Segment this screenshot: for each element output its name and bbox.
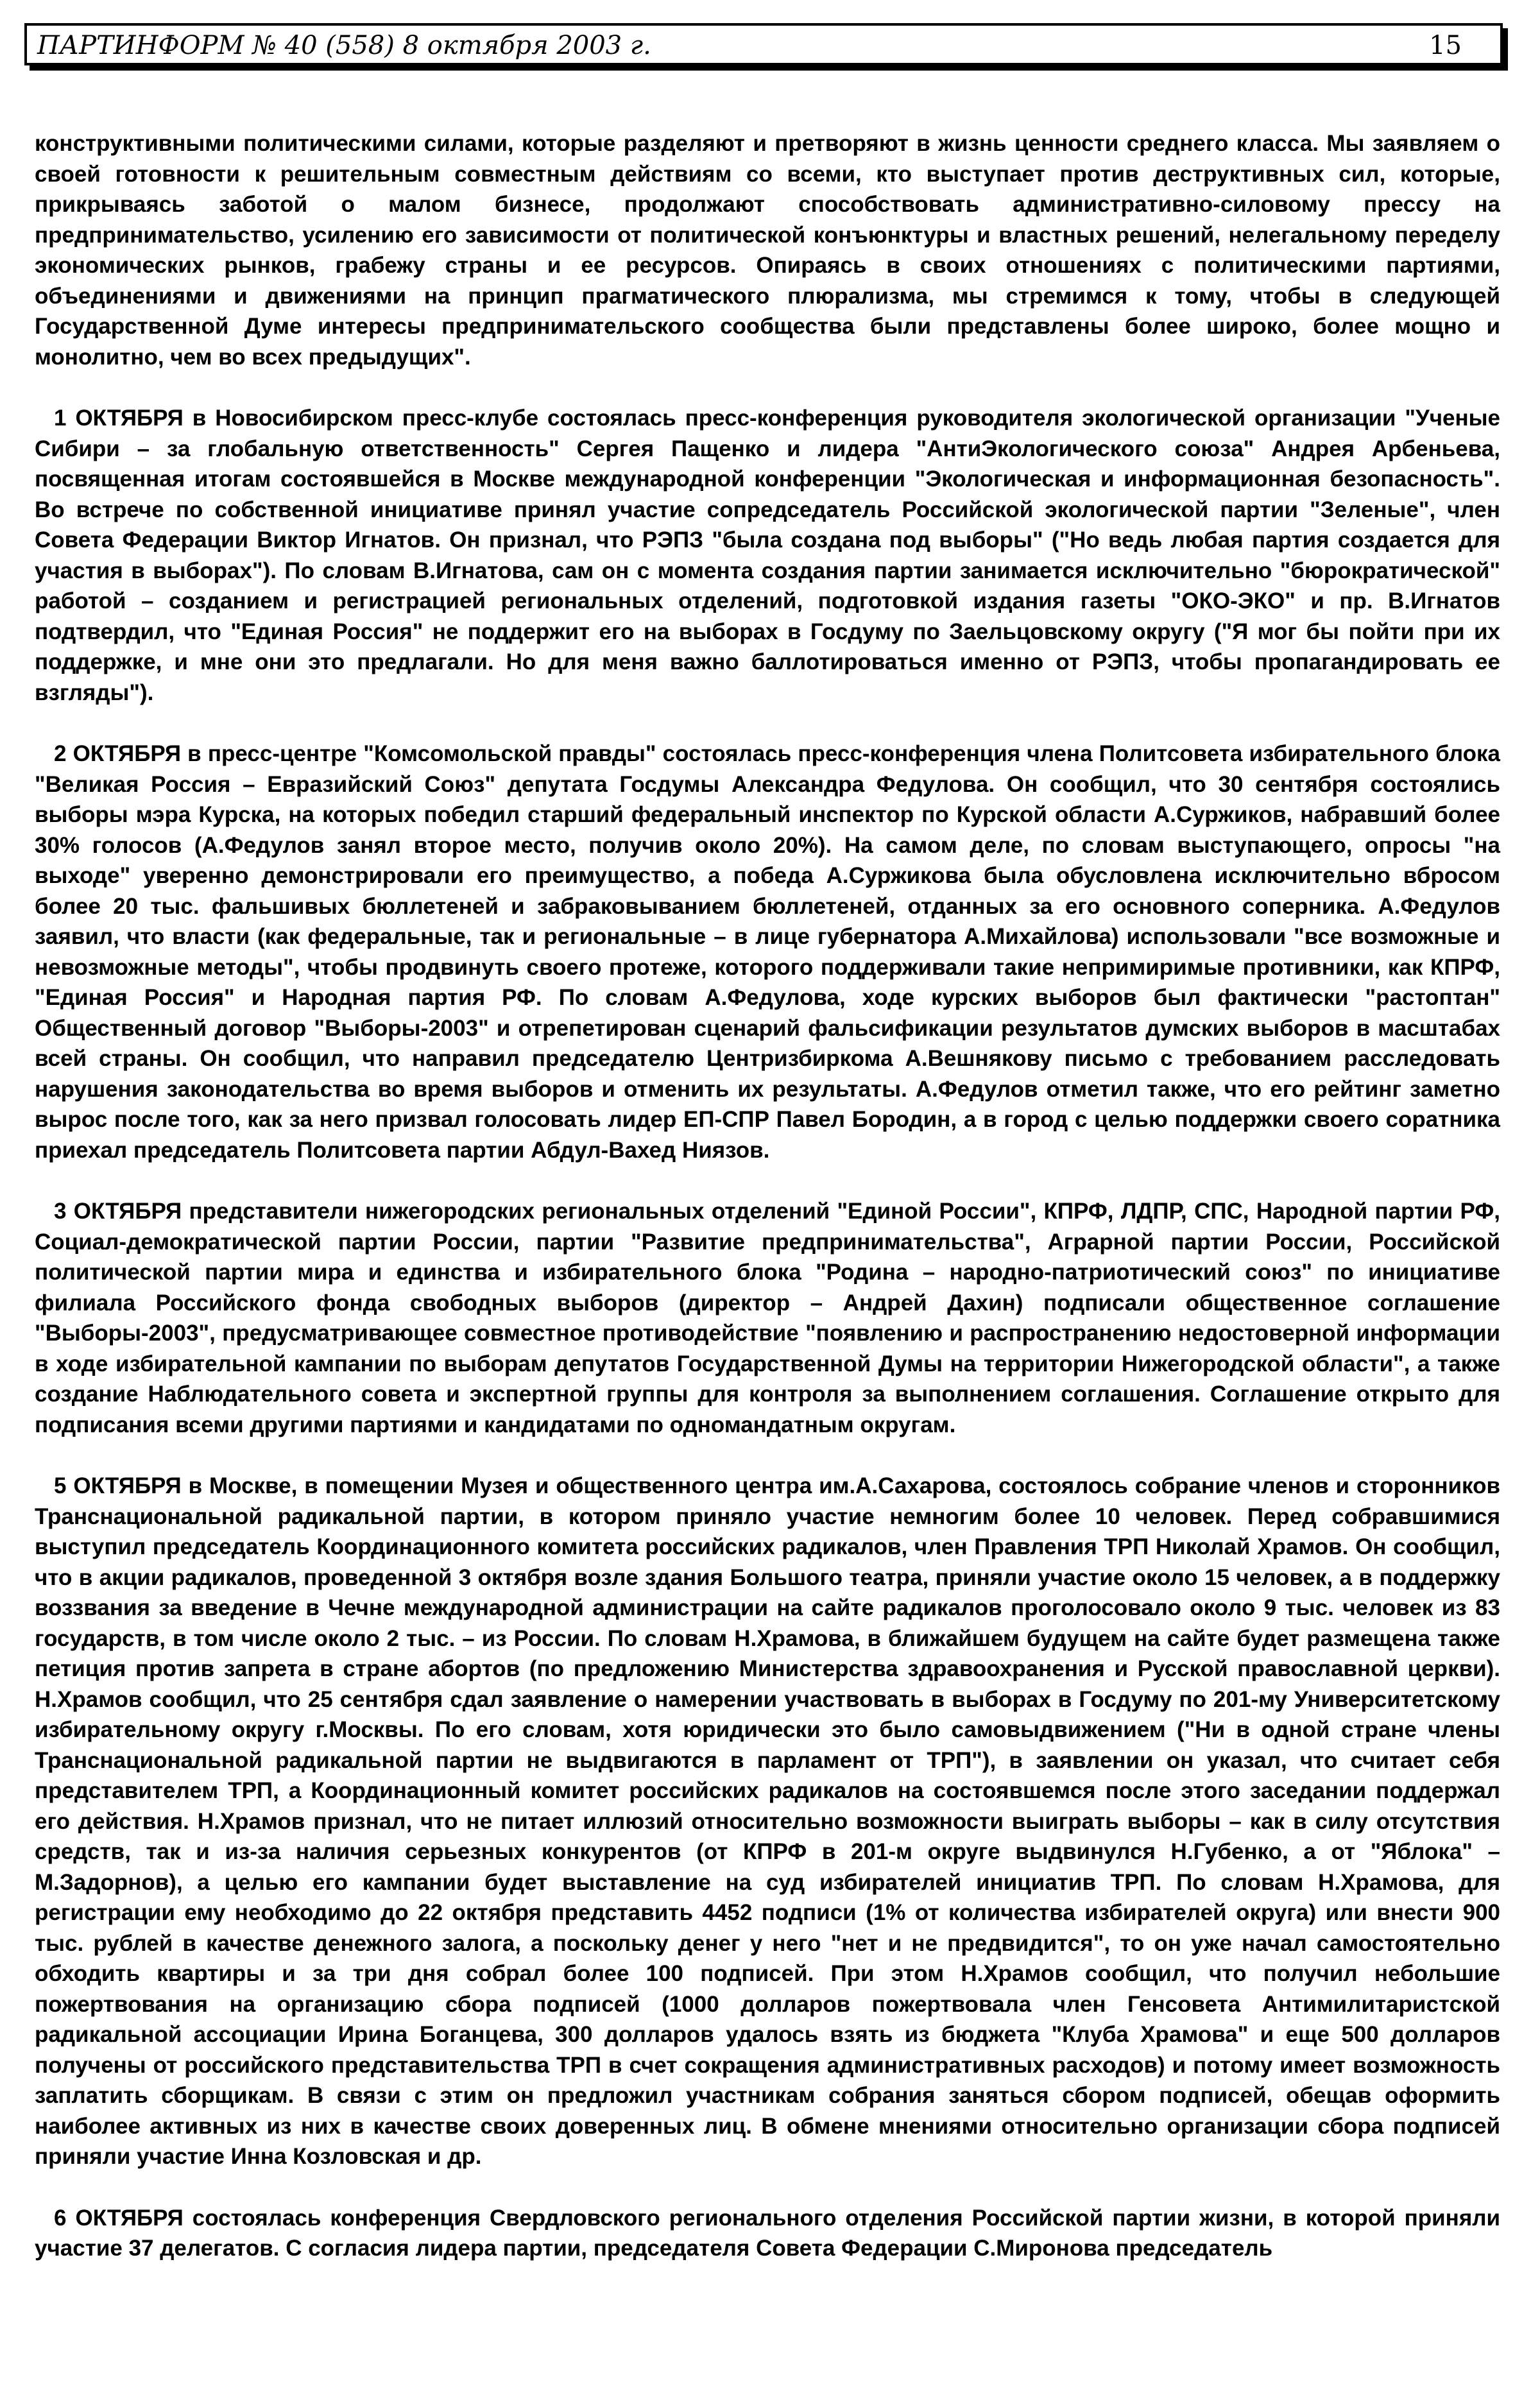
paragraph-date: 2 ОКТЯБРЯ: [54, 741, 181, 766]
paragraph: [35, 739, 1500, 1165]
publication-title: ПАРТИНФОРМ № 40 (558) 8 октября 2003 г.: [37, 31, 651, 60]
paragraph: [35, 2203, 1500, 2264]
paragraph: [35, 128, 1500, 372]
paragraph: [35, 1471, 1500, 2172]
page-number: 15: [1429, 31, 1462, 60]
paragraph-text: в Москве, в помещении Музея и общественного центра им.А.Сахарова, состоялось собрание членов и сторонников Транснациональной радикальной партии, в котором приняло участие немногим более 10 человек. Перед собравшимися выступил председатель Координационного комитета российских радикалов, член Правления ТРП Николай Храмов. Он сообщил, что в акции радикалов, проведенной 3 октября возле здания Большого театра, приняли участие около 15 человек, а в поддержку воззвания за введение в Чечне международной администрации на сайте радикалов проголосовало около 9 тыс. человек из 83 государств, в том числе около 2 тыс. – из России. По словам Н.Храмова, в ближайшем будущем на сайте будет размещена также петиция против запрета в стране абортов (по предложению Министерства здравоохранения и Русской православной церкви). Н.Храмов сообщил, что 25 сентября сдал заявление о намерении участвовать в выборах в Госдуму по 201-му Университетскому избирательному округу г.Москвы. По его словам, хотя юридически это было самовыдвижением ("Ни в одной стране члены Транснациональной радикальной партии не выдвигаются в парламент от ТРП"), в заявлении он указал, что считает себя представителем ТРП, а Координационный комитет российских радикалов на состоявшемся после этого заседании поддержал его действия. Н.Храмов признал, что не питает иллюзий относительно возможности выиграть выборы – как в силу отсутствия средств, так и из-за наличия серьезных конкурентов (от КПРФ в 201-м округе выдвинулся Н.Губенко, а от "Яблока" – М.Задорнов), а целью его кампании будет выставление на суд избирателей инициатив ТРП. По словам Н.Храмова, для регистрации ему необходимо до 22 октября представить 4452 подписи (1% от количества избирателей округа) или внести 900 тыс. рублей в качестве денежного залога, а поскольку денег у него "нет и не предвидится", то он уже начал самостоятельно обходить квартиры и за три дня собрал более 100 подписей. При этом Н.Храмов сообщил, что получил небольшие пожертвования на организацию сбора подписей (1000 долларов пожертвовала член Генсовета Антимилитаристской радикальной ассоциации Ирина Боганцева, 300 долларов удалось взять из бюджета "Клуба Храмова" и еще 500 долларов получены от российского представительства ТРП в счет сокращения административных расходов) и потому имеет возможность заплатить сборщикам. В связи с этим он предложил участникам собрания заняться сбором подписей, обещав оформить наиболее активных из них в качестве своих доверенных лиц. В обмене мнениями относительно организации сбора подписей приняли участие Инна Козловская и др.: [35, 1473, 1500, 2169]
paragraph-date: 6 ОКТЯБРЯ: [54, 2205, 184, 2231]
paragraph: [35, 1196, 1500, 1440]
paragraph-text: представители нижегородских региональных отделений "Единой России", КПРФ, ЛДПР, СПС, Народной партии РФ, Социал-демократической партии России, партии "Развитие предпринимательства", Аграрной партии России, Российской политической партии мира и единства и избирательного блока "Родина – народно-патриотический союз" по инициативе филиала Российского фонда свободных выборов (директор – Андрей Дахин) подписали общественное соглашение "Выборы-2003", предусматривающее совместное противодействие "появлению и распространению недостоверной информации в ходе избирательной кампании по выборам депутатов Государственной Думы на территории Нижегородской области", а также создание Наблюдательного совета и экспертной группы для контроля за выполнением соглашения. Соглашение открыто для подписания всеми другими партиями и кандидатами по одномандатным округам.: [35, 1199, 1500, 1437]
paragraph-text: конструктивными политическими силами, которые разделяют и претворяют в жизнь ценности среднего класса. Мы заявляем о своей готовности к решительным совместным действиям со всеми, кто выступает против деструктивных сил, которые, прикрываясь заботой о малом бизнесе, продолжают способствовать административно-силовому прессу на предпринимательство, усилению его зависимости от политической конъюнктуры и властных решений, нелегальному переделу экономических рынков, грабежу страны и ее ресурсов. Опираясь в своих отношениях с политическими партиями, объединениями и движениями на принцип прагматического плюрализма, мы стремимся к тому, чтобы в следующей Государственной Думе интересы предпринимательского сообщества были представлены более широко, более мощно и монолитно, чем во всех предыдущих".: [35, 131, 1500, 370]
paragraph-text: в Новосибирском пресс-клубе состоялась пресс-конференция руководителя экологической организации "Ученые Сибири – за глобальную ответственность" Сергея Пащенко и лидера "АнтиЭкологического союза" Андрея Арбеньева, посвященная итогам состоявшейся в Москве международной конференции "Экологическая и информационная безопасность". Во встрече по собственной инициативе принял участие сопредседатель Российской экологической партии "Зеленые", член Совета Федерации Виктор Игнатов. Он признал, что РЭПЗ "была создана под выборы" ("Но ведь любая партия создается для участия в выборах"). По словам В.Игнатова, сам он с момента создания партии занимается исключительно "бюрократической" работой – созданием и регистрацией региональных отделений, подготовкой издания газеты "ОКО-ЭКО" и пр. В.Игнатов подтвердил, что "Единая Россия" не поддержит его на выборах в Госдуму по Заельцовскому округу ("Я мог бы пойти при их поддержке, и мне они это предлагали. Но для меня важно баллотироваться именно от РЭПЗ, чтобы пропагандировать ее взгляды").: [35, 406, 1500, 705]
paragraph-text: в пресс-центре "Комсомольской правды" состоялась пресс-конференция члена Политсовета избирательного блока "Великая Россия – Евразийский Союз" депутата Госдумы Александра Федулова. Он сообщил, что 30 сентября состоялись выборы мэра Курска, на которых победил старший федеральный инспектор по Курской области А.Суржиков, набравший более 30% голосов (А.Федулов занял второе место, получив около 20%). На самом деле, по словам выступающего, опросы "на выходе" уверенно демонстрировали его преимущество, а победа А.Суржикова была обусловлена исключительно вбросом более 20 тыс. фальшивых бюллетеней и забраковыванием бюллетеней, отданных за его основного соперника. А.Федулов заявил, что власти (как федеральные, так и региональные – в лице губернатора А.Михайлова) использовали "все возможные и невозможные методы", чтобы продвинуть своего протеже, которого поддерживали такие непримиримые противники, как КПРФ, "Единая Россия" и Народная партия РФ. По словам А.Федулова, ходе курских выборов был фактически "растоптан" Общественный договор "Выборы-2003" и отрепетирован сценарий фальсификации результатов думских выборов в масштабах всей страны. Он сообщил, что направил председателю Центризбиркома А.Вешнякову письмо с требованием расследовать нарушения законодательства во время выборов и отменить их результаты. А.Федулов отметил также, что его рейтинг заметно вырос после того, как за него призвал голосовать лидер ЕП-СПР Павел Бородин, а в город с целью поддержки своего соратника приехал председатель Политсовета партии Абдул-Вахед Ниязов.: [35, 741, 1500, 1163]
paragraph-text: состоялась конференция Свердловского регионального отделения Российской партии жизни, в которой приняли участие 37 делегатов. С согласия лидера партии, председателя Совета Федерации С.Миронова председатель: [35, 2205, 1500, 2261]
paragraph: [35, 403, 1500, 708]
page-header: [24, 23, 1503, 65]
paragraph-date: 3 ОКТЯБРЯ: [54, 1199, 182, 1224]
paragraph-date: 5 ОКТЯБРЯ: [54, 1473, 182, 1498]
paragraph-date: 1 ОКТЯБРЯ: [54, 406, 184, 431]
article-body: [35, 128, 1500, 2295]
